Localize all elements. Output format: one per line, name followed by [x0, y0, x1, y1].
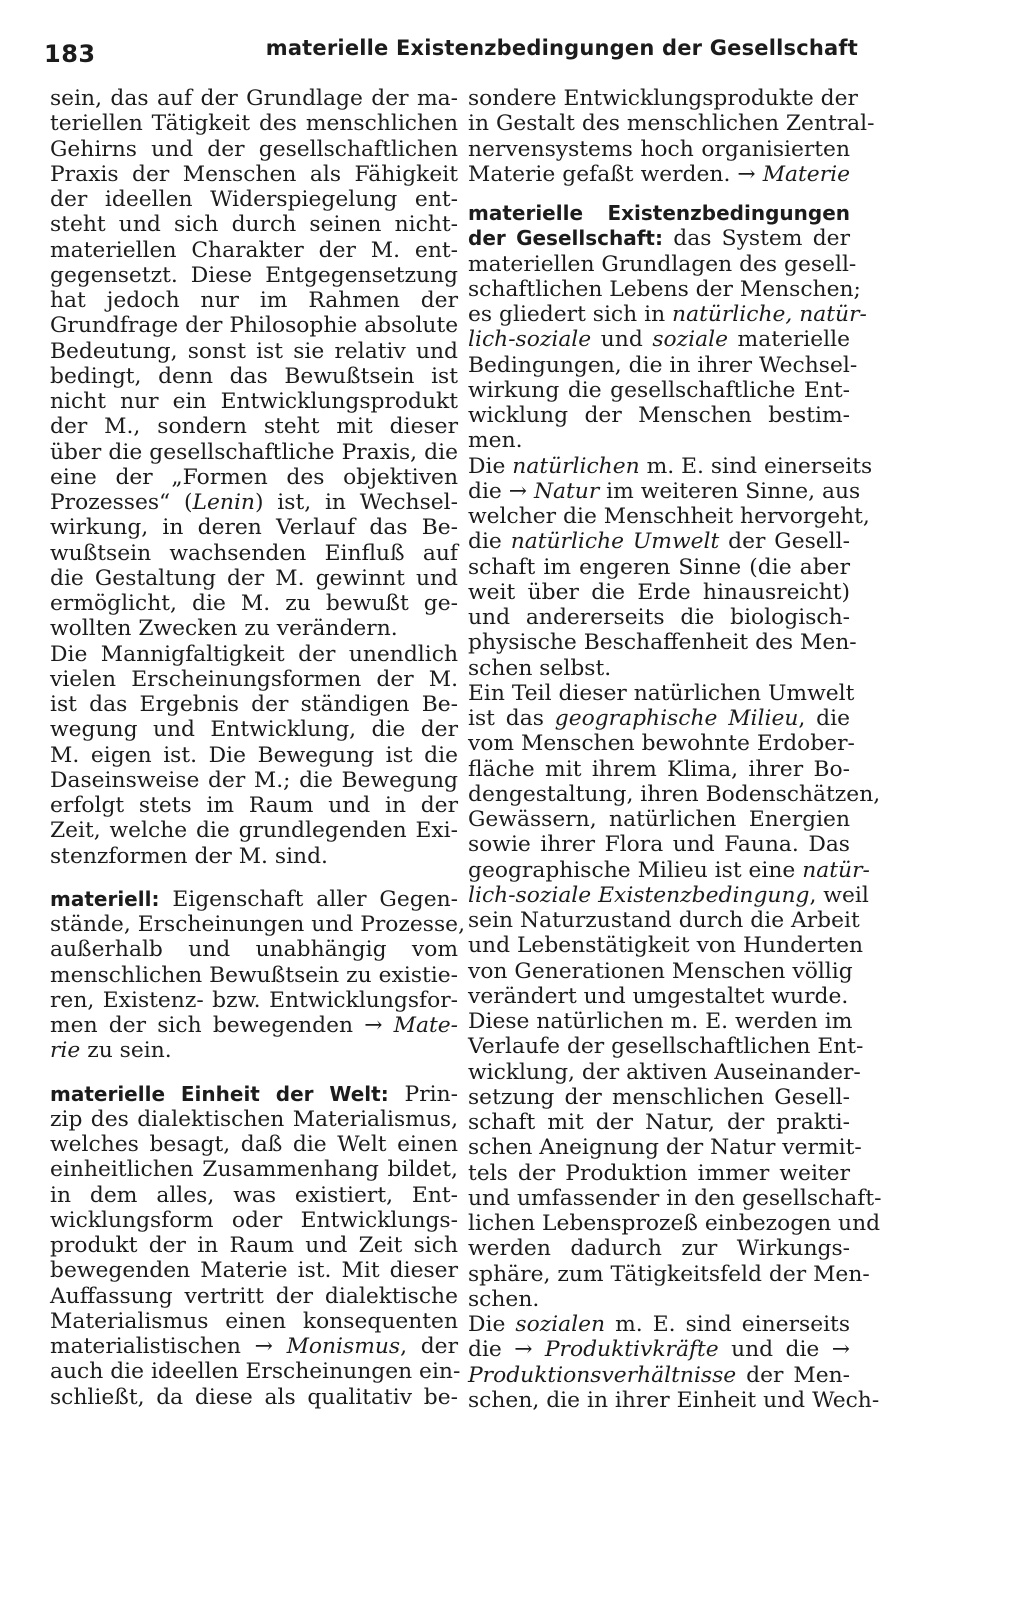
text-line: von Generationen Menschen völlig: [468, 958, 853, 984]
italic-term: sozialen: [515, 1312, 606, 1337]
text-span: und die: [718, 1337, 832, 1363]
arrow-icon: →: [514, 1337, 533, 1363]
text-span: die: [468, 529, 511, 555]
text-span: , weil: [809, 882, 869, 908]
text-line: Gehirns und der gesellschaftlichen: [50, 136, 458, 162]
text-line: materiellen Charakter der M. ent-: [50, 237, 458, 263]
text-line: die Gestaltung der M. gewinnt und: [50, 565, 458, 591]
text-line: [468, 478, 861, 504]
text-line: erfolgt stets im Raum und in der: [50, 793, 458, 818]
entry-materiell: [50, 886, 466, 1064]
text-line: schaftlichen Lebens der Menschen;: [468, 276, 861, 302]
text-line: menschlichen Bewußtsein zu existie-: [50, 962, 458, 988]
text-span: Die: [468, 453, 513, 479]
text-line: dengestaltung, ihren Bodenschätzen,: [468, 781, 881, 807]
text-line: [468, 453, 873, 479]
text-line: eine der „Formen des objektiven: [50, 464, 458, 490]
cross-reference-link[interactable]: Materie: [755, 161, 850, 187]
arrow-icon: →: [364, 1013, 383, 1038]
right-column: [468, 86, 882, 1413]
cross-reference-link[interactable]: Natur: [527, 478, 600, 504]
text-span: Eigenschaft aller Gegen-: [159, 886, 458, 912]
arrow-icon: →: [254, 1334, 273, 1359]
italic-term: natür-: [802, 857, 870, 883]
text-span: , der: [400, 1334, 458, 1359]
text-span: ) ist, in Wechsel-: [254, 490, 458, 515]
text-line: und andererseits die biologisch-: [468, 605, 850, 630]
text-line: welches besagt, daß die Welt einen: [50, 1132, 458, 1157]
text-line: Gewässern, natürlichen Energien: [468, 807, 850, 832]
text-line: Ein Teil dieser natürlichen Umwelt: [468, 680, 855, 706]
text-line: teriellen Tätigkeit des menschlichen: [50, 111, 458, 137]
italic-term: lich-soziale: [468, 327, 592, 353]
text-line: [468, 162, 850, 187]
text-line: bewegenden Materie ist. Mit dieser: [50, 1258, 458, 1284]
entry-first-line: [50, 887, 458, 912]
italic-term: soziale: [652, 327, 728, 353]
entry-materielle-einheit-der-welt: [50, 1081, 461, 1410]
left-column: [50, 86, 466, 1410]
headword: materielle Einheit der Welt:: [50, 1081, 389, 1106]
text-span: m. E. sind einerseits: [639, 453, 873, 479]
text-line: [468, 302, 867, 327]
text-line: in Gestalt des menschlichen Zentral-: [468, 111, 875, 137]
cross-reference-link[interactable]: Monismus: [272, 1334, 401, 1359]
text-line: Bedingungen, die in ihrer Wechsel-: [468, 352, 858, 378]
text-line: [468, 327, 850, 352]
text-line: ist das Ergebnis der ständigen Be-: [50, 692, 458, 717]
arrow-icon: →: [737, 161, 756, 187]
text-line: fläche mit ihrem Klima, ihrer Bo-: [468, 756, 850, 782]
text-line: nervensystems hoch organisierten: [468, 136, 850, 162]
text-line: [468, 1312, 850, 1337]
text-line: steht und sich durch seinen nicht-: [50, 212, 458, 238]
cross-reference-link[interactable]: Produktivkräfte: [532, 1337, 719, 1363]
text-span: Prin-: [388, 1081, 459, 1107]
text-line: wirkung, in deren Verlauf das Be-: [50, 515, 458, 541]
text-line: der M., sondern steht mit dieser: [50, 414, 458, 440]
text-line: sowie ihrer Flora und Fauna. Das: [468, 832, 850, 858]
text-line: schließt, da diese als qualitativ be-: [50, 1384, 458, 1410]
running-head: materielle Existenzbedingungen der Gesellschaft: [265, 36, 858, 60]
text-line: [468, 1363, 850, 1388]
text-line: und umfassender in den gesellschaft-: [468, 1185, 882, 1211]
text-line: außerhalb und unabhängig vom: [50, 937, 458, 963]
cross-reference-link[interactable]: rie: [50, 1038, 81, 1064]
entry-first-line: [50, 1082, 458, 1107]
text-span: die: [468, 478, 509, 504]
text-line: welcher die Menschheit hervorgeht,: [468, 504, 870, 529]
text-line: tels der Produktion immer weiter: [468, 1160, 850, 1186]
text-line: schen selbst.: [468, 655, 612, 681]
continued-entry-materie: [50, 86, 458, 869]
text-line: der ideellen Widerspiegelung ent-: [50, 187, 458, 212]
text-span: materialistischen: [50, 1334, 255, 1359]
text-line: auch die ideellen Erscheinungen ein-: [50, 1359, 461, 1385]
text-line: wicklung der Menschen bestim-: [468, 403, 850, 428]
text-line: weit über die Erde hinausreicht): [468, 579, 850, 605]
text-line: [468, 529, 850, 554]
text-line: Daseinsweise der M.; die Bewegung: [50, 767, 458, 793]
text-line: Bedeutung, sonst ist sie relativ und: [50, 338, 458, 364]
text-line: einheitlichen Zusammenhang bildet,: [50, 1157, 458, 1183]
page-number: 183: [44, 40, 96, 68]
text-line: ren, Existenz- bzw. Entwicklungsfor-: [50, 987, 458, 1013]
text-line: men.: [468, 428, 523, 454]
text-line: materiellen Grundlagen des gesell-: [468, 251, 857, 277]
text-span: zu sein.: [80, 1038, 172, 1064]
text-span: , die: [798, 706, 851, 731]
text-span: ist das: [468, 706, 555, 731]
text-line: wicklung, der aktiven Auseinander-: [468, 1059, 861, 1085]
text-line: werden dadurch zur Wirkungs-: [468, 1236, 850, 1262]
text-line: wicklungsform oder Entwicklungs-: [50, 1207, 458, 1233]
text-span: das System der: [662, 226, 851, 252]
text-span: materielle: [727, 327, 850, 353]
text-line: [50, 1334, 458, 1359]
text-line: [468, 1337, 850, 1362]
text-line: schaft mit der Natur, der prakti-: [468, 1110, 850, 1135]
text-line: Auffassung vertritt der dialektische: [50, 1283, 458, 1309]
text-line: gegensetzt. Diese Entgegensetzung: [50, 262, 458, 288]
text-line: und Lebenstätigkeit von Hunderten: [468, 933, 864, 959]
italic-term: natürliche Umwelt: [510, 529, 720, 555]
arrow-icon: →: [831, 1337, 850, 1363]
text-line: Verlaufe der gesellschaftlichen Ent-: [468, 1034, 864, 1060]
italic-term: natürlichen: [512, 453, 640, 479]
text-line: produkt der in Raum und Zeit sich: [50, 1233, 458, 1258]
text-line: schen.: [468, 1286, 540, 1312]
text-line: schen Aneignung der Natur vermit-: [468, 1135, 862, 1161]
text-line: über die gesellschaftliche Praxis, die: [50, 439, 458, 465]
italic-term: natürliche, natür-: [672, 302, 867, 327]
text-line: M. eigen ist. Die Bewegung ist die: [50, 742, 458, 768]
text-line: wollten Zwecken zu verändern.: [50, 616, 398, 642]
text-line: sondere Entwicklungsprodukte der: [468, 86, 858, 111]
text-span: m. E. sind einerseits: [605, 1312, 851, 1337]
italic-term: lich-soziale Existenzbedingung: [468, 882, 810, 908]
text-line: [50, 1013, 458, 1038]
text-span: Die: [468, 1312, 516, 1337]
text-span: der Men-: [736, 1362, 850, 1388]
text-line: sein, das auf der Grundlage der ma-: [50, 86, 458, 111]
text-line: sein Naturzustand durch die Arbeit: [468, 908, 860, 933]
text-line: sphäre, zum Tätigkeitsfeld der Men-: [468, 1261, 870, 1287]
text-line: vielen Erscheinungsformen der M.: [50, 666, 458, 692]
text-line: vom Menschen bewohnte Erdober-: [468, 731, 855, 757]
text-span: der Gesell-: [719, 529, 850, 555]
text-line: verändert und umgestaltet wurde.: [468, 983, 849, 1009]
headword: der Gesellschaft:: [468, 226, 663, 251]
text-line: wirkung die gesellschaftliche Ent-: [468, 377, 850, 403]
text-line: [468, 706, 850, 731]
italic-term: geographische Milieu: [554, 706, 799, 731]
cross-reference-link[interactable]: Mate-: [393, 1013, 458, 1038]
text-line: nicht nur ein Entwicklungsprodukt: [50, 389, 458, 414]
text-line: Diese natürlichen m. E. werden im: [468, 1009, 853, 1034]
text-line: [50, 490, 458, 515]
arrow-icon: →: [508, 478, 528, 504]
text-line: Zeit, welche die grundlegenden Exi-: [50, 818, 458, 844]
text-line: Die Mannigfaltigkeit der unendlich: [50, 641, 458, 667]
text-line: stenzformen der M. sind.: [50, 843, 328, 869]
text-line: setzung der menschlichen Gesell-: [468, 1084, 850, 1110]
text-line: wußtsein wachsenden Einfluß auf: [50, 540, 458, 566]
text-line: bedingt, denn das Bewußtsein ist: [50, 363, 458, 389]
text-line: [50, 1038, 458, 1063]
text-span: die: [468, 1337, 515, 1363]
entry-first-line: [468, 226, 850, 251]
headword: materiell:: [50, 886, 160, 911]
text-line: schen, die in ihrer Einheit und Wech-: [468, 1387, 880, 1413]
text-span: und: [591, 327, 653, 353]
text-line: in dem alles, was existiert, Ent-: [50, 1182, 458, 1208]
entry-headword-line: [468, 201, 850, 226]
text-span: men der sich bewegenden: [50, 1013, 365, 1038]
cross-reference-link[interactable]: Produktionsverhältnisse: [468, 1362, 737, 1388]
text-line: ermöglicht, die M. zu bewußt ge-: [50, 591, 458, 616]
text-span: im weiteren Sinne, aus: [599, 478, 861, 504]
continued-entry-materie-right: [468, 86, 875, 187]
text-line: lichen Lebensprozeß einbezogen und: [468, 1211, 881, 1236]
text-line: [468, 882, 869, 908]
text-line: stände, Erscheinungen und Prozesse,: [50, 912, 466, 937]
text-span: Materie gefaßt werden.: [468, 161, 738, 187]
text-span: Prozesses“ (: [50, 490, 193, 515]
text-line: Praxis der Menschen als Fähigkeit: [50, 161, 458, 187]
text-span: es gliedert sich in: [468, 302, 673, 327]
author-reference: Lenin: [192, 490, 255, 515]
entry-materielle-existenzbedingungen: [468, 201, 882, 1413]
headword: materielle Existenzbedingungen: [468, 201, 850, 225]
text-line: zip des dialektischen Materialismus,: [50, 1106, 458, 1132]
text-span: geographische Milieu ist eine: [468, 857, 803, 883]
text-line: [468, 857, 870, 883]
text-line: physische Beschaffenheit des Men-: [468, 630, 857, 656]
text-line: Grundfrage der Philosophie absolute: [50, 313, 459, 339]
text-line: wegung und Entwicklung, die der: [50, 717, 458, 743]
text-line: Materialismus einen konsequenten: [50, 1308, 458, 1334]
text-line: schaft im engeren Sinne (die aber: [468, 554, 850, 580]
text-line: hat jedoch nur im Rahmen der: [50, 288, 458, 313]
